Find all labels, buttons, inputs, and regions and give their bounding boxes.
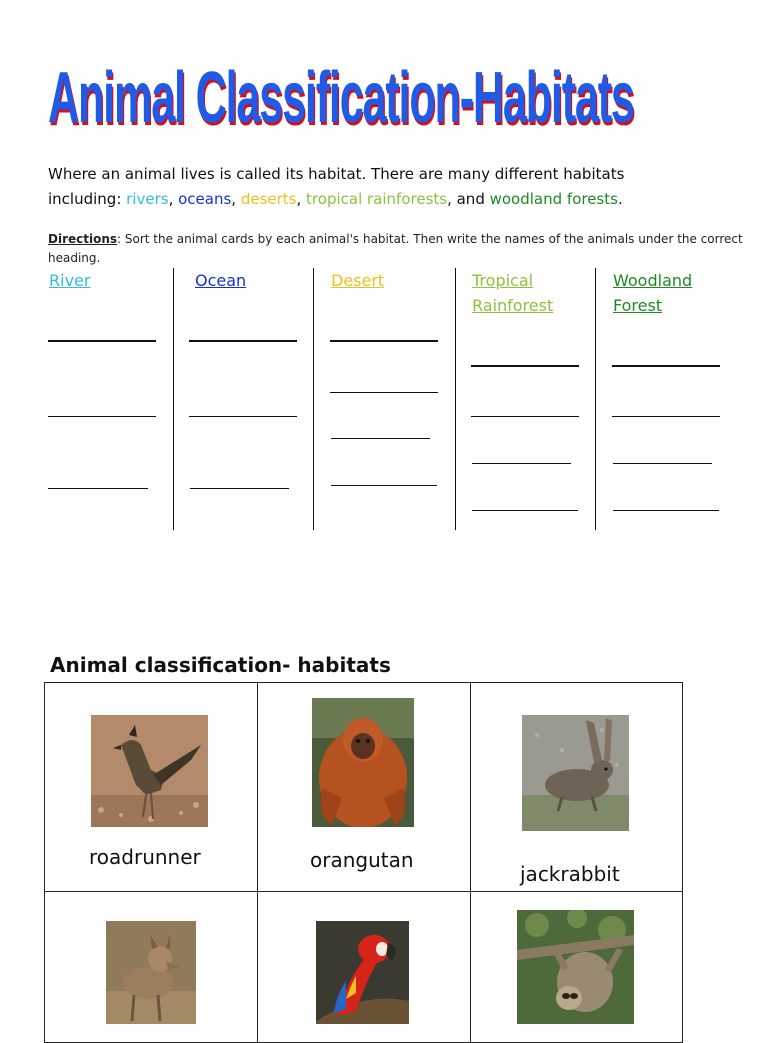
comma: ,: [168, 190, 179, 208]
including-label: including:: [48, 190, 127, 208]
habitat-word-oceans: oceans: [178, 190, 232, 208]
answer-blank-woodland-2[interactable]: [612, 416, 720, 417]
comma: ,: [231, 190, 241, 208]
cards-title: Animal classification- habitats: [50, 653, 391, 677]
intro-sentence: Where an animal lives is called its habitat. There are many different habitats: [48, 165, 625, 183]
answer-blank-river-1[interactable]: [48, 340, 156, 342]
coyote-photo: [106, 921, 196, 1024]
column-divider: [173, 268, 174, 530]
heading-woodland-line1: Woodland: [613, 271, 693, 290]
intro-paragraph: [48, 162, 738, 212]
answer-blank-tropical-2[interactable]: [471, 416, 579, 417]
roadrunner-photo: [91, 715, 208, 827]
card-label-orangutan: orangutan: [310, 848, 414, 872]
directions-label: Directions: [48, 232, 118, 246]
answer-blank-desert-4[interactable]: [331, 485, 437, 486]
card-label-jackrabbit: jackrabbit: [520, 862, 620, 886]
habitat-word-tropical: tropical rainforests: [306, 190, 448, 208]
heading-woodland: [613, 268, 692, 318]
answer-blank-ocean-3[interactable]: [190, 488, 289, 489]
habitat-word-rivers: rivers: [126, 190, 169, 208]
directions: [48, 230, 748, 268]
habitat-word-deserts: deserts: [240, 190, 297, 208]
answer-blank-desert-2[interactable]: [330, 392, 438, 393]
column-divider: [455, 268, 456, 530]
comma: ,: [296, 190, 307, 208]
answer-blank-woodland-4[interactable]: [613, 510, 719, 511]
answer-blank-river-2[interactable]: [48, 416, 156, 417]
answer-blank-woodland-3[interactable]: [613, 463, 712, 464]
column-divider: [313, 268, 314, 530]
answer-blank-ocean-1[interactable]: [189, 340, 297, 342]
heading-tropical-line1: Tropical: [472, 271, 534, 290]
and-text: , and: [447, 190, 490, 208]
answer-blank-tropical-1[interactable]: [471, 365, 579, 367]
answer-blank-ocean-2[interactable]: [189, 416, 297, 417]
jackrabbit-photo: [522, 715, 629, 831]
heading-ocean: Ocean: [195, 271, 247, 290]
answer-blank-tropical-4[interactable]: [472, 510, 578, 511]
heading-desert: Desert: [331, 271, 385, 290]
heading-woodland-line2: Forest: [613, 296, 663, 315]
sloth-photo: [517, 910, 634, 1024]
column-divider: [595, 268, 596, 530]
orangutan-photo: [312, 698, 414, 827]
answer-blank-river-3[interactable]: [48, 488, 148, 489]
heading-tropical-line2: Rainforest: [472, 296, 554, 315]
answer-blank-desert-3[interactable]: [331, 438, 430, 439]
heading-river: River: [49, 271, 91, 290]
directions-text: : Sort the animal cards by each animal's habitat. Then write the names of the animals under the correct heading.: [48, 232, 743, 265]
heading-tropical: [472, 268, 553, 318]
habitat-word-woodland: woodland forests: [489, 190, 618, 208]
macaw-photo: [316, 921, 409, 1024]
answer-blank-tropical-3[interactable]: [472, 463, 571, 464]
period: .: [617, 190, 623, 208]
answer-blank-woodland-1[interactable]: [612, 365, 720, 367]
card-label-roadrunner: roadrunner: [89, 845, 201, 869]
answer-blank-desert-1[interactable]: [330, 340, 438, 342]
page-title: Animal Classification-Habitats: [48, 58, 634, 138]
